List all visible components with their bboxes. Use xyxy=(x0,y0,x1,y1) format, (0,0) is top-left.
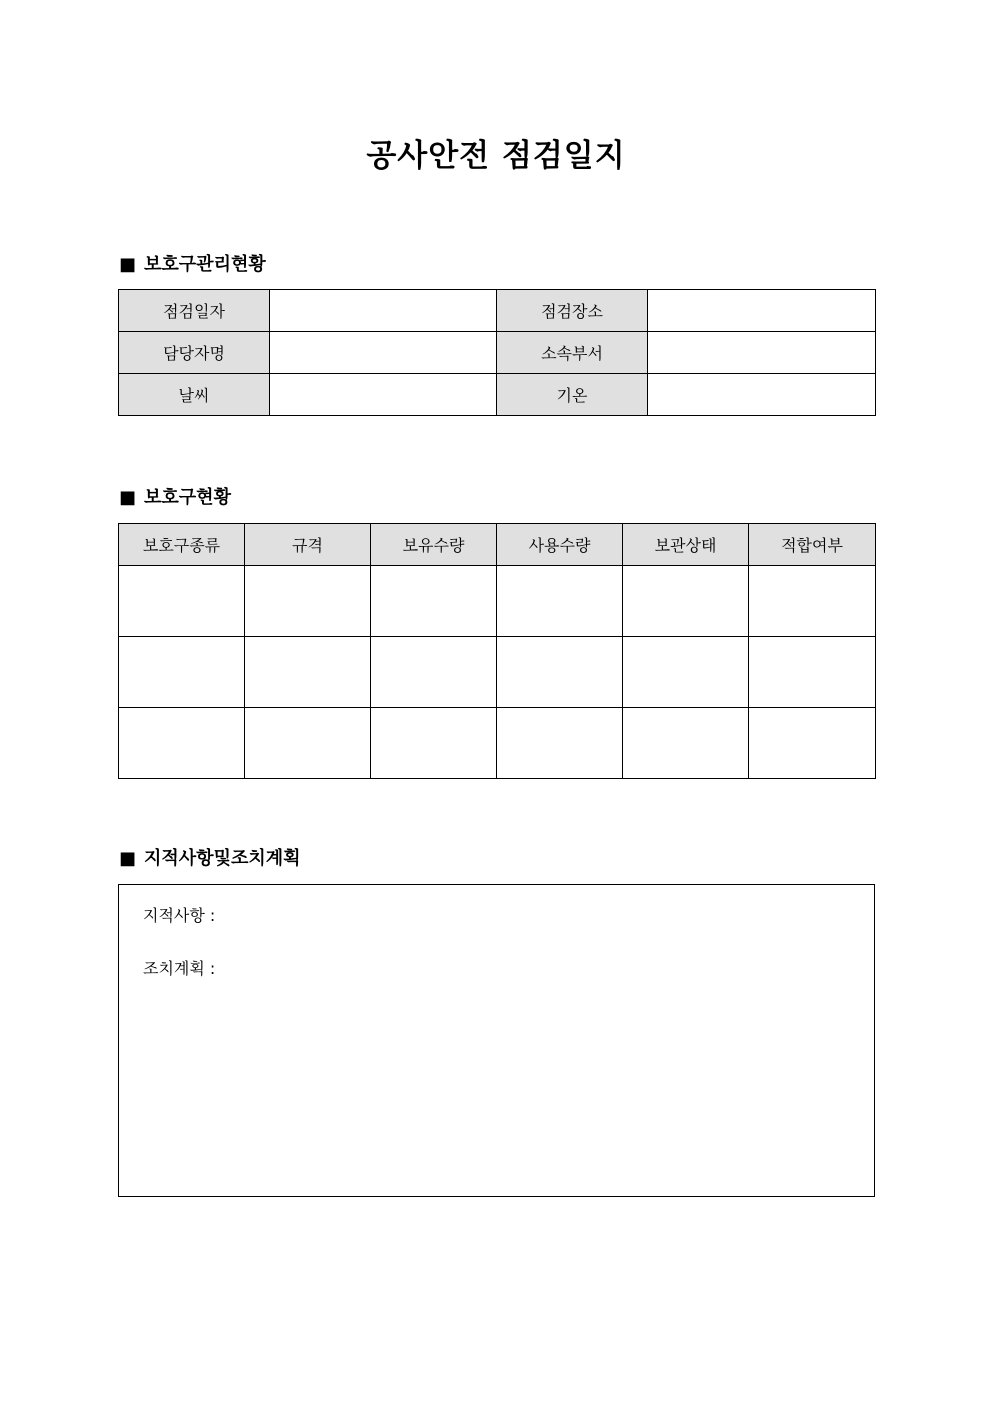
table-row xyxy=(119,566,876,637)
table-header-row xyxy=(119,524,876,566)
weather-field[interactable] xyxy=(270,374,497,416)
inspection-location-field[interactable] xyxy=(648,290,876,332)
column-header-quantity-used: 사용수량 xyxy=(497,524,623,566)
table-cell[interactable] xyxy=(497,708,623,779)
section-heading-equipment xyxy=(119,486,231,510)
section-heading-management xyxy=(119,253,266,277)
table-cell[interactable] xyxy=(749,637,876,708)
manager-name-field[interactable] xyxy=(270,332,497,374)
table-cell[interactable] xyxy=(245,637,371,708)
column-header-equipment-type: 보호구종류 xyxy=(119,524,245,566)
square-bullet-icon: ■ xyxy=(119,487,137,508)
table-cell[interactable] xyxy=(749,566,876,637)
temperature-label: 기온 xyxy=(497,374,648,416)
square-bullet-icon: ■ xyxy=(119,848,137,869)
section-title: 보호구현황 xyxy=(144,487,231,508)
table-cell[interactable] xyxy=(623,708,749,779)
table-cell[interactable] xyxy=(371,708,497,779)
inspection-date-field[interactable] xyxy=(270,290,497,332)
inspection-date-label: 점검일자 xyxy=(119,290,270,332)
table-row xyxy=(119,332,876,374)
table-cell[interactable] xyxy=(245,708,371,779)
section-title: 지적사항및조치계획 xyxy=(144,848,301,869)
department-field[interactable] xyxy=(648,332,876,374)
column-header-storage-condition: 보관상태 xyxy=(623,524,749,566)
weather-label: 날씨 xyxy=(119,374,270,416)
equipment-table xyxy=(118,523,876,779)
temperature-field[interactable] xyxy=(648,374,876,416)
issues-label: 지적사항 : xyxy=(143,906,216,925)
department-label: 소속부서 xyxy=(497,332,648,374)
table-cell[interactable] xyxy=(119,566,245,637)
table-cell[interactable] xyxy=(749,708,876,779)
table-cell[interactable] xyxy=(245,566,371,637)
column-header-suitability: 적합여부 xyxy=(749,524,876,566)
management-table xyxy=(118,289,876,416)
table-cell[interactable] xyxy=(371,566,497,637)
table-row xyxy=(119,374,876,416)
inspection-location-label: 점검장소 xyxy=(497,290,648,332)
manager-name-label: 담당자명 xyxy=(119,332,270,374)
column-header-quantity-held: 보유수량 xyxy=(371,524,497,566)
page-title: 공사안전 점검일지 xyxy=(366,138,626,174)
table-cell[interactable] xyxy=(497,566,623,637)
table-cell[interactable] xyxy=(623,637,749,708)
column-header-spec: 규격 xyxy=(245,524,371,566)
table-cell[interactable] xyxy=(497,637,623,708)
square-bullet-icon: ■ xyxy=(119,254,137,275)
section-title: 보호구관리현황 xyxy=(144,254,266,275)
action-plan-label: 조치계획 : xyxy=(143,959,216,978)
section-heading-remarks xyxy=(119,847,301,871)
table-row xyxy=(119,708,876,779)
table-row xyxy=(119,290,876,332)
table-cell[interactable] xyxy=(371,637,497,708)
table-cell[interactable] xyxy=(119,708,245,779)
table-cell[interactable] xyxy=(119,637,245,708)
remarks-box[interactable] xyxy=(118,884,875,1197)
table-cell[interactable] xyxy=(623,566,749,637)
table-row xyxy=(119,637,876,708)
